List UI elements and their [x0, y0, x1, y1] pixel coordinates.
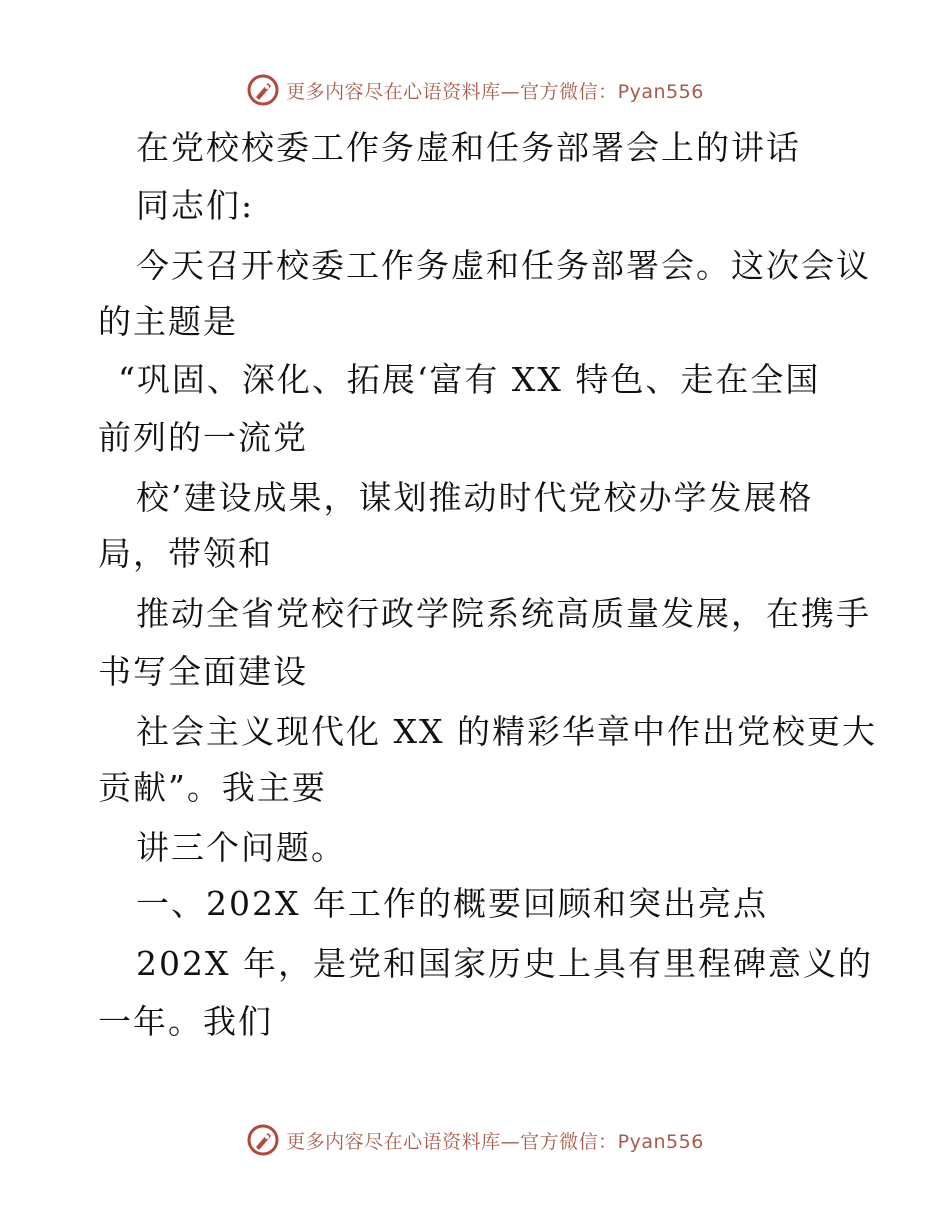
paragraph-line: 的主题是	[98, 302, 238, 341]
watermark-text: 更多内容尽在心语资料库—官方微信：Pyan556	[286, 1130, 704, 1153]
paragraph-line: 讲三个问题。	[136, 828, 346, 867]
section-heading: 一、202X 年工作的概要回顾和突出亮点	[136, 884, 768, 923]
footer-watermark	[0, 1120, 950, 1160]
paragraph-line: 今天召开校委工作务虚和任务部署会。这次会议	[136, 246, 871, 285]
paragraph-line: “巩固、深化、拓展‘富有 XX 特色、走在全国	[118, 360, 821, 399]
paragraph-line: 推动全省党校行政学院系统高质量发展，在携手	[136, 594, 871, 633]
paragraph-line: 一年。我们	[98, 1002, 273, 1041]
pen-nib-logo-icon	[246, 73, 280, 107]
salutation: 同志们:	[136, 186, 255, 225]
paragraph-line: 校’建设成果，谋划推动时代党校办学发展格	[136, 478, 814, 517]
paragraph-line: 局，带领和	[98, 534, 273, 573]
header-watermark	[0, 70, 950, 110]
document-title: 在党校校委工作务虚和任务部署会上的讲话	[136, 128, 801, 167]
paragraph-line: 前列的一流党	[98, 418, 308, 457]
pen-nib-logo-icon	[246, 1123, 280, 1157]
paragraph-line: 书写全面建设	[98, 652, 308, 691]
paragraph-line: 202X 年，是党和国家历史上具有里程碑意义的	[136, 944, 873, 983]
watermark-text: 更多内容尽在心语资料库—官方微信：Pyan556	[286, 80, 704, 103]
paragraph-line: 社会主义现代化 XX 的精彩华章中作出党校更大	[136, 712, 877, 751]
paragraph-line: 贡献”。我主要	[98, 768, 327, 807]
